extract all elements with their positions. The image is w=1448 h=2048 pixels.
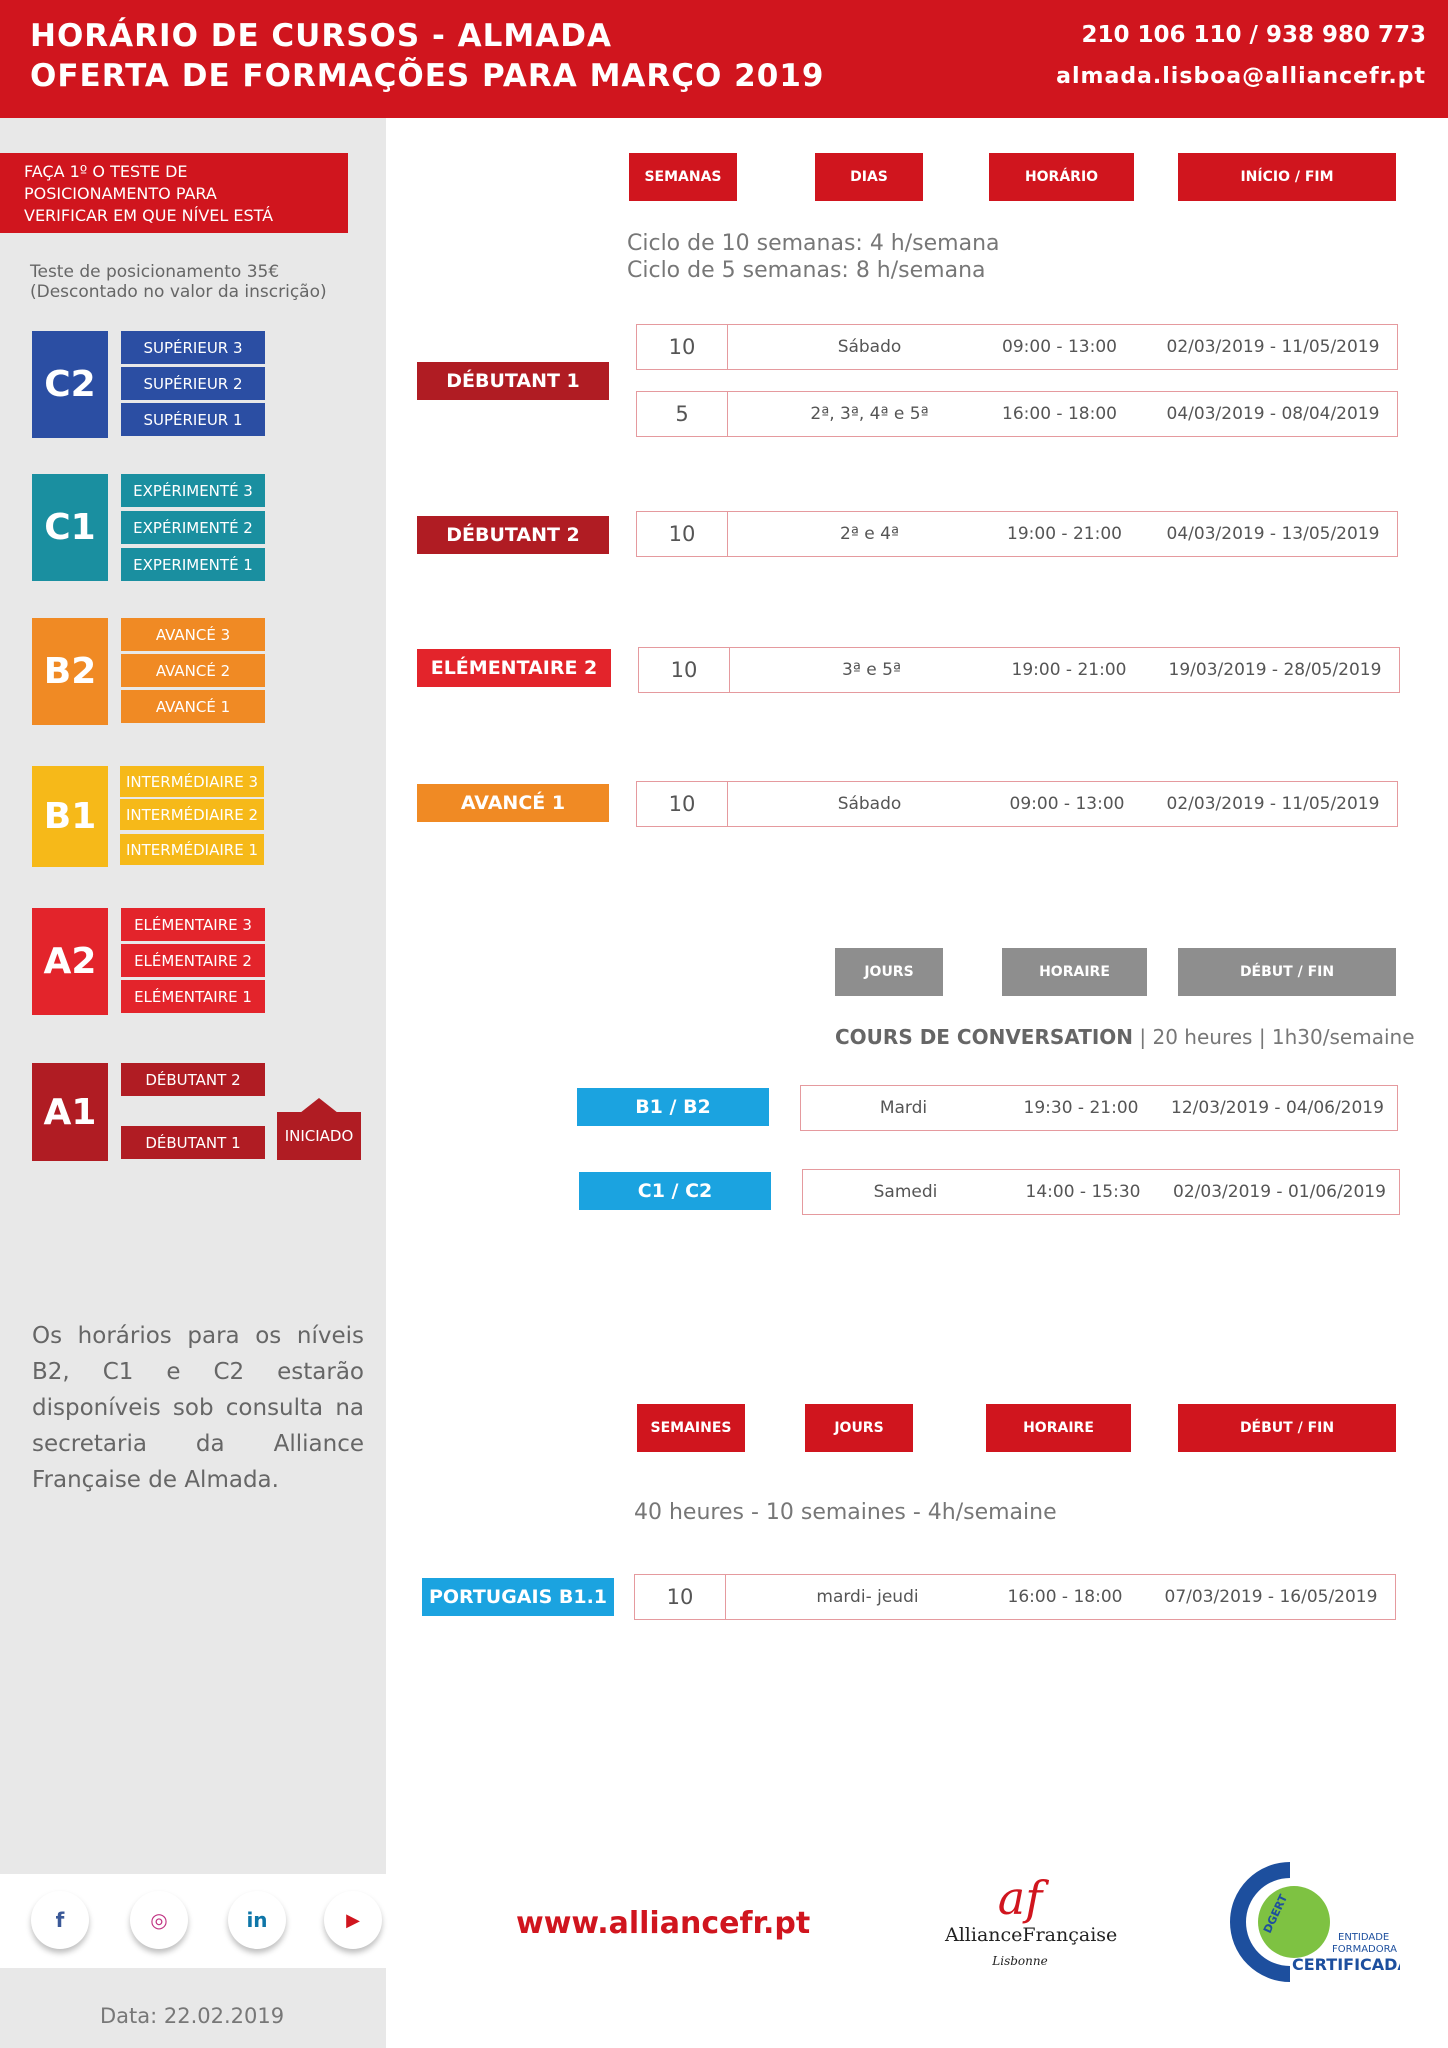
table-row [636,511,1398,557]
table-row [636,324,1398,370]
af-logo-mark: af [997,1871,1043,1925]
row-time: 14:00 - 15:30 [1025,1182,1141,1202]
cycle-line2: Ciclo de 5 semanas: 8 h/semana [627,258,986,283]
cycle-info [627,230,1000,284]
level-c2-badge: C2 [32,331,108,438]
level-c1-sub-3: EXPÉRIMENTÉ 3 [121,474,265,507]
table-row [638,647,1400,693]
level-b2-sub-3: AVANCÉ 3 [121,618,265,651]
header-semaines: SEMAINES [637,1404,745,1452]
level-a2-sub-1: ELÉMENTAIRE 1 [121,980,265,1013]
level-c2-sub-1: SUPÉRIEUR 1 [121,403,265,436]
test-box-line1: FAÇA 1º O TESTE DE [24,162,188,181]
table-row [636,391,1398,437]
conversation-title-main: COURS DE CONVERSATION [835,1025,1134,1049]
header-horario: HORÁRIO [989,153,1134,201]
document-date: Data: 22.02.2019 [100,2004,285,2028]
header-jours-conv: JOURS [835,948,943,996]
af-logo-name: AllianceFrançaise [945,1924,1118,1946]
header-banner [0,0,1448,118]
dgert-certification-logo [1230,1862,1400,1982]
level-b2-sub-1: AVANCÉ 1 [121,690,265,723]
row-time: 16:00 - 18:00 [1007,1587,1123,1607]
row-weeks: 10 [668,522,696,546]
row-weeks: 10 [670,658,698,682]
row-dates: 02/03/2019 - 11/05/2019 [1166,337,1380,357]
table-row [800,1085,1398,1131]
level-b2-sub-2: AVANCÉ 2 [121,654,265,687]
level-c2-sub-3: SUPÉRIEUR 3 [121,331,265,364]
website-link[interactable]: www.alliancefr.pt [516,1906,811,1941]
facebook-icon[interactable]: f [31,1891,89,1949]
course-b1-b2: B1 / B2 [577,1088,769,1126]
header-semanas: SEMANAS [629,153,737,201]
level-c1-badge: C1 [32,474,108,581]
row-days: Mardi [879,1098,928,1118]
row-time: 19:00 - 21:00 [1007,524,1122,544]
course-elementaire-2: ELÉMENTAIRE 2 [417,649,611,687]
level-b1-sub-2: INTERMÉDIAIRE 2 [120,799,264,830]
level-a1-badge: A1 [32,1063,108,1161]
alliance-francaise-logo [945,1871,1118,1982]
row-days: Sábado [837,337,902,357]
row-weeks: 5 [675,402,689,426]
row-days: Samedi [873,1182,938,1202]
row-dates: 02/03/2019 - 01/06/2019 [1173,1182,1386,1202]
level-c1-sub-2: EXPÉRIMENTÉ 2 [121,511,265,544]
header-inicio-fim: INÍCIO / FIM [1178,153,1396,201]
placement-test-box [0,153,348,233]
conversation-title-rest: | 20 heures | 1h30/semaine [1133,1025,1415,1049]
row-days: Sábado [837,794,902,814]
row-weeks: 10 [668,792,696,816]
header-debut-fin: DÉBUT / FIN [1178,1404,1396,1452]
row-dates: 19/03/2019 - 28/05/2019 [1168,660,1382,680]
row-days: 2ª, 3ª, 4ª e 5ª [810,404,929,424]
level-a2-sub-2: ELÉMENTAIRE 2 [121,944,265,977]
row-time: 16:00 - 18:00 [1002,404,1117,424]
table-row [802,1169,1400,1215]
course-portugais-b1-1: PORTUGAIS B1.1 [422,1578,614,1616]
af-logo-city: Lisbonne [992,1954,1048,1968]
level-b2-badge: B2 [32,618,108,725]
row-time: 19:30 - 21:00 [1023,1098,1139,1118]
level-a2-badge: A2 [32,908,108,1015]
conversation-title [835,1025,1415,1049]
level-a1-sub-1: DÉBUTANT 1 [121,1126,265,1159]
level-b1-sub-1: INTERMÉDIAIRE 1 [120,834,264,865]
portuguese-subtitle: 40 heures - 10 semaines - 4h/semaine [634,1500,1057,1525]
placement-test-note [30,262,327,302]
test-note-line2: (Descontado no valor da inscrição) [30,282,327,302]
dgert-line1: ENTIDADE [1338,1932,1390,1943]
header-debut-fin-conv: DÉBUT / FIN [1178,948,1396,996]
row-days: 2ª e 4ª [840,524,899,544]
row-days: 3ª e 5ª [842,660,901,680]
course-avance-1: AVANCÉ 1 [417,784,609,822]
linkedin-icon[interactable]: in [228,1891,286,1949]
level-c2-sub-2: SUPÉRIEUR 2 [121,367,265,400]
test-box-line2: POSICIONAMENTO PARA [24,184,217,203]
dgert-seal-icon [1230,1862,1400,1982]
youtube-icon[interactable]: ▶ [324,1891,382,1949]
title-line1: HORÁRIO DE CURSOS - ALMADA [30,18,612,54]
phone-number[interactable]: 210 106 110 / 938 980 773 [1081,22,1426,48]
title-line2: OFERTA DE FORMAÇÕES PARA MARÇO 2019 [30,58,825,94]
dgert-line2: FORMADORA [1332,1944,1397,1955]
table-row [636,781,1398,827]
header-dias: DIAS [815,153,923,201]
course-debutant-2: DÉBUTANT 2 [417,516,609,554]
cycle-line1: Ciclo de 10 semanas: 4 h/semana [627,231,1000,256]
level-b1-badge: B1 [32,766,108,867]
row-weeks: 10 [666,1585,694,1609]
availability-note: Os horários para os níveis B2, C1 e C2 estarão disponíveis sob consulta na secretaria da Alliance Française de Almada. [32,1323,364,1493]
iniciado-badge: INICIADO [277,1112,361,1160]
row-days: mardi- jeudi [816,1587,919,1607]
table-row [634,1574,1396,1620]
header-horaire-conv: HORAIRE [1002,948,1147,996]
instagram-icon[interactable]: ◎ [130,1891,188,1949]
course-c1-c2: C1 / C2 [579,1172,771,1210]
row-dates: 02/03/2019 - 11/05/2019 [1166,794,1380,814]
level-a1-sub-2: DÉBUTANT 2 [121,1063,265,1096]
level-c1-sub-1: EXPERIMENTÉ 1 [121,548,265,581]
dgert-line3: CERTIFICADA [1292,1955,1400,1974]
dgert-label: DGERT [1260,1892,1291,1936]
row-dates: 04/03/2019 - 08/04/2019 [1166,404,1380,424]
header-horaire: HORAIRE [986,1404,1131,1452]
level-b1-sub-3: INTERMÉDIAIRE 3 [120,766,264,797]
course-debutant-1: DÉBUTANT 1 [417,362,609,400]
row-weeks: 10 [668,335,696,359]
row-time: 09:00 - 13:00 [1002,337,1117,357]
row-time: 19:00 - 21:00 [1011,660,1127,680]
row-time: 09:00 - 13:00 [1009,794,1125,814]
header-jours: JOURS [805,1404,913,1452]
row-dates: 12/03/2019 - 04/06/2019 [1171,1098,1384,1118]
email-address[interactable]: almada.lisboa@alliancefr.pt [1056,64,1426,89]
test-box-line3: VERIFICAR EM QUE NÍVEL ESTÁ [24,206,274,225]
iniciado-arrow-icon [300,1098,338,1113]
row-dates: 07/03/2019 - 16/05/2019 [1164,1587,1378,1607]
test-note-line1: Teste de posicionamento 35€ [30,262,280,282]
row-dates: 04/03/2019 - 13/05/2019 [1166,524,1380,544]
level-a2-sub-3: ELÉMENTAIRE 3 [121,908,265,941]
